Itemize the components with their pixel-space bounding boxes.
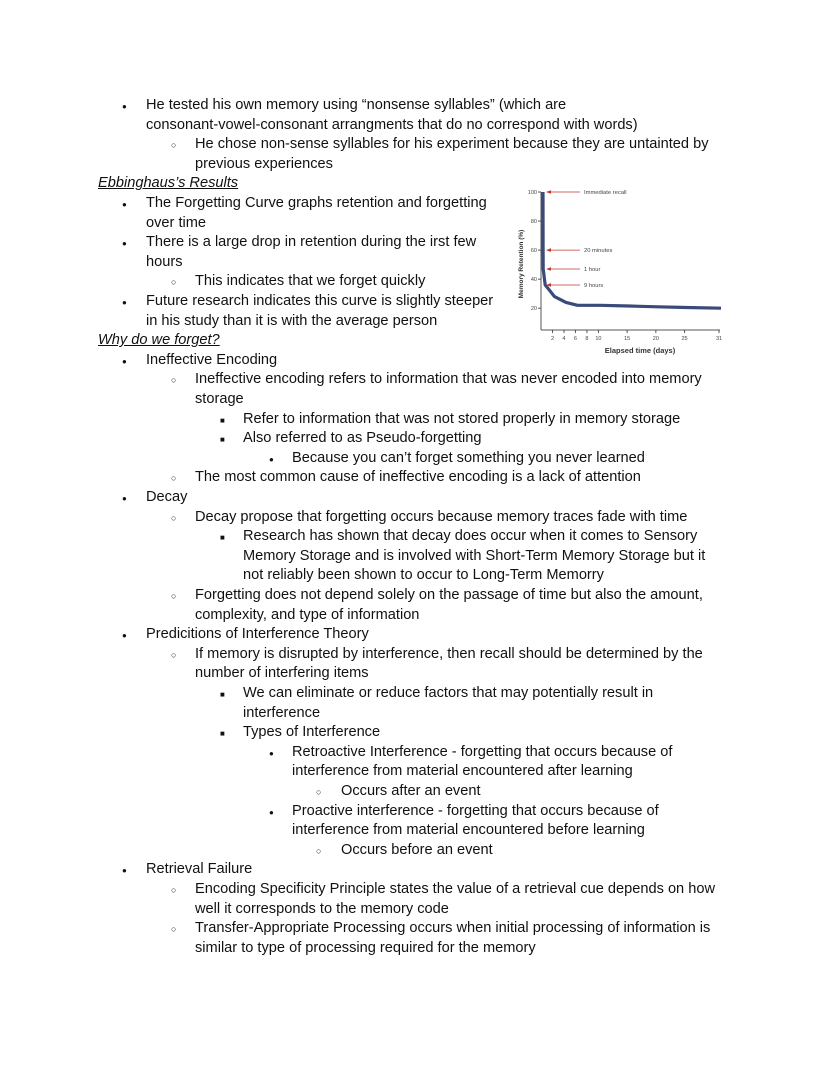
list-item-text: Ineffective encoding refers to information that was never encoded into memory [195, 371, 702, 388]
list-item-text: hours [146, 253, 183, 270]
circle-bullet-icon [171, 468, 176, 489]
list-item-text: If memory is disrupted by interference, then recall should be determined by the [195, 645, 703, 662]
x-tick-label: 20 [652, 336, 659, 342]
disc-bullet-icon [269, 802, 274, 823]
list-item-text: Encoding Specificity Principle states the value of a retrieval cue depends on how [195, 881, 716, 897]
disc-bullet-icon [122, 96, 127, 117]
list-item-text: The Forgetting Curve graphs retention and forgetting [146, 195, 487, 211]
circle-bullet-icon [171, 370, 176, 391]
x-tick-label: 10 [595, 336, 602, 342]
circle-bullet-icon [171, 880, 176, 901]
list-item-text: Because you can’t forget something you never learned [292, 449, 645, 466]
circle-bullet-icon [316, 841, 321, 862]
y-tick-label: 60 [530, 248, 537, 255]
list-item-text: Transfer-Appropriate Processing occurs when initial processing of information is [195, 920, 711, 937]
x-tick-label: 25 [681, 336, 688, 342]
list-item-text: Occurs before an event [341, 841, 493, 858]
list-item-text: Forgetting does not depend solely on the passage of time but also the amount, [195, 587, 703, 603]
disc-bullet-icon [122, 351, 127, 372]
arrow-left-icon [546, 248, 551, 252]
list-item-text: similar to type of processing required for the memory [195, 939, 536, 956]
list-item-text: Memory Storage and is involved with Short-Term Memory Storage but it [243, 547, 706, 564]
section-heading-why-forget: Why do we forget? [98, 332, 220, 349]
disc-bullet-icon [122, 292, 127, 313]
annotation-label: 1 hour [584, 266, 601, 273]
circle-bullet-icon [171, 272, 176, 293]
list-item-text: Predicitions of Interference Theory [146, 626, 369, 643]
x-tick-label: 6 [573, 336, 577, 342]
arrow-left-icon [546, 190, 551, 194]
x-tick-label: 2 [550, 336, 555, 342]
list-item-text: Retroactive Interference - forgetting that occurs because of [292, 743, 673, 760]
circle-bullet-icon [171, 508, 176, 529]
disc-bullet-icon [122, 488, 127, 509]
list-item-text: storage [195, 391, 244, 407]
list-item-text: Refer to information that was not stored properly in memory storage [243, 410, 681, 427]
list-item-text: Decay propose that forgetting occurs because memory traces fade with time [195, 508, 688, 525]
square-bullet-icon [220, 527, 225, 548]
y-axis-label: Memory Retention (%) [518, 229, 525, 299]
circle-bullet-icon [171, 645, 176, 666]
list-item-text: previous experiences [195, 155, 333, 172]
list-item-text: over time [146, 214, 207, 231]
list-item-text: Also referred to as Pseudo-forgetting [243, 430, 482, 447]
list-item-text: consonant-vowel-consonant arrangments that do no correspond with words) [146, 116, 638, 133]
disc-bullet-icon [122, 233, 127, 254]
list-item-text: interference [243, 704, 321, 721]
list-item-text: He chose non-sense syllables for his experiment because they are untainted by [195, 136, 709, 153]
x-tick-label: 4 [562, 336, 566, 342]
circle-bullet-icon [171, 135, 176, 156]
disc-bullet-icon [269, 743, 274, 764]
list-item-text: The most common cause of ineffective encoding is a lack of attention [195, 469, 641, 486]
circle-bullet-icon [316, 782, 321, 803]
list-item-text: There is a large drop in retention during the irst few [146, 234, 477, 251]
square-bullet-icon [220, 429, 225, 450]
list-item-text: He tested his own memory using “nonsense syllables” (which are [146, 97, 567, 113]
disc-bullet-icon [269, 449, 274, 470]
y-tick-label: 100 [527, 190, 537, 196]
disc-bullet-icon [122, 860, 127, 881]
square-bullet-icon [220, 684, 225, 705]
list-item-text: well it corresponds to the memory code [195, 900, 449, 917]
annotation-label: Immediate recall [584, 190, 627, 196]
list-item-text: not reliably been shown to occur to Long-Term Memorry [243, 567, 604, 584]
annotation-label: 20 minutes [584, 248, 613, 255]
list-item-text: Proactive interference - forgetting that occurs because of [292, 802, 659, 819]
section-heading-results: Ebbinghaus’s Results [98, 175, 239, 192]
x-ticks [551, 330, 722, 342]
list-item-text: number of interfering items [195, 665, 369, 682]
curve-annotations [546, 190, 627, 289]
list-item-text: interference from material encountered after learning [292, 763, 633, 780]
circle-bullet-icon [171, 586, 176, 607]
annotation-label: 9 hours [584, 282, 604, 289]
list-item-text: We can eliminate or reduce factors that may potentially result in [243, 685, 654, 701]
y-tick-label: 40 [530, 277, 537, 284]
list-item-text: interference from material encountered before learning [292, 822, 645, 839]
y-ticks [528, 190, 541, 312]
x-tick-label: 31 [715, 336, 723, 342]
list-item-text: Research has shown that decay does occur when it comes to Sensory [243, 528, 698, 545]
circle-bullet-icon [171, 919, 176, 940]
list-item-text: Decay [146, 489, 188, 505]
disc-bullet-icon [122, 625, 127, 646]
forgetting-curve-chart [508, 186, 730, 358]
y-tick-label: 80 [530, 219, 537, 226]
square-bullet-icon [220, 410, 225, 431]
x-tick-label: 8 [585, 336, 589, 342]
list-item-text: Future research indicates this curve is slightly steeper [146, 293, 494, 309]
list-item-text: Types of Interference [243, 724, 381, 741]
x-axis-label: Elapsed time (days) [604, 346, 676, 355]
disc-bullet-icon [122, 194, 127, 215]
square-bullet-icon [220, 723, 225, 744]
list-item-text: in his study than it is with the average person [146, 312, 438, 329]
list-item-text: This indicates that we forget quickly [195, 273, 426, 290]
y-tick-label: 20 [530, 306, 537, 313]
list-item-text: Occurs after an event [341, 783, 481, 799]
list-item-text: complexity, and type of information [195, 606, 420, 623]
x-tick-label: 15 [624, 336, 631, 342]
list-item-text: Ineffective Encoding [146, 351, 278, 368]
arrow-left-icon [546, 267, 551, 271]
list-item-text: Retrieval Failure [146, 861, 253, 878]
